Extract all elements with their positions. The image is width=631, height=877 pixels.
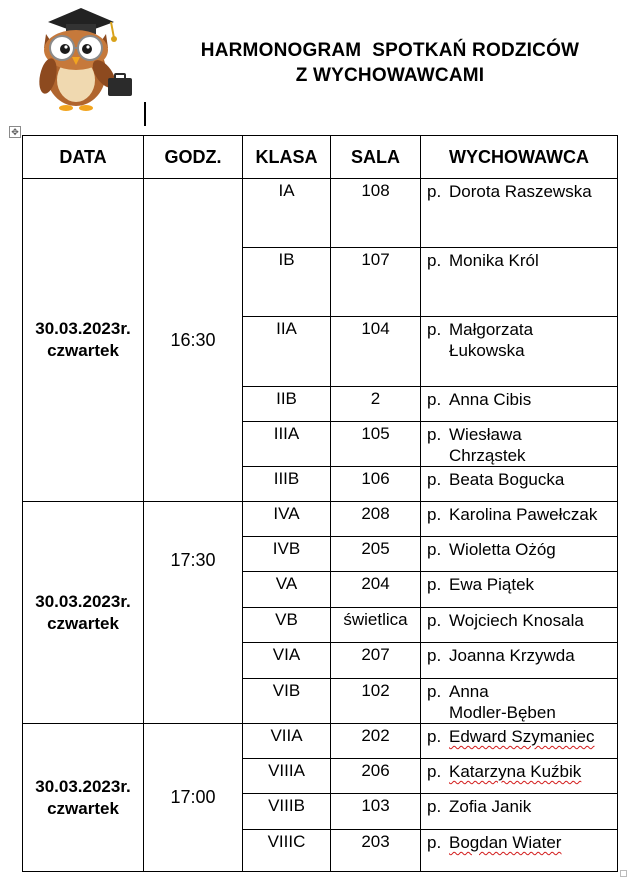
date-value: 30.03.2023r.	[35, 319, 131, 338]
table-row	[23, 724, 618, 759]
teacher-prefix: p.	[427, 682, 442, 701]
room-cell: 202	[331, 724, 421, 759]
teacher-name: Wioletta Ożóg	[449, 540, 556, 559]
room-cell: 106	[331, 467, 421, 502]
teacher-name: Joanna Krzywda	[449, 646, 575, 665]
teacher-name: Beata Bogucka	[449, 470, 565, 489]
header-row	[23, 136, 618, 179]
time-cell: 17:00	[144, 724, 243, 872]
room-cell: 105	[331, 422, 421, 467]
class-cell: VIIIB	[243, 794, 331, 830]
date-cell	[23, 724, 144, 872]
room-cell: 204	[331, 572, 421, 608]
teacher-prefix: p.	[427, 251, 442, 270]
teacher-prefix: p.	[427, 470, 442, 489]
room-cell: 207	[331, 643, 421, 679]
teacher-cell	[421, 248, 618, 317]
day-value: czwartek	[47, 341, 119, 360]
teacher-cell	[421, 502, 618, 537]
class-cell: VIIIC	[243, 830, 331, 872]
room-cell: 203	[331, 830, 421, 872]
page-corner-marker	[620, 870, 627, 877]
class-cell: IIA	[243, 317, 331, 387]
date-value: 30.03.2023r.	[35, 776, 131, 796]
owl-teacher-illustration	[26, 4, 136, 116]
room-cell: 103	[331, 794, 421, 830]
header-class: KLASA	[243, 136, 331, 179]
teacher-prefix: p.	[427, 797, 442, 816]
date-cell	[23, 502, 144, 724]
teacher-prefix: p.	[427, 762, 442, 781]
teacher-name-line2: Modler-Bęben	[449, 703, 556, 722]
header-time: GODZ.	[144, 136, 243, 179]
class-cell: VB	[243, 608, 331, 643]
class-cell: IIB	[243, 387, 331, 422]
teacher-cell	[421, 467, 618, 502]
class-cell: IIIA	[243, 422, 331, 467]
time-cell: 17:30	[144, 502, 243, 724]
class-cell: VIIIA	[243, 759, 331, 794]
schedule-table	[22, 135, 618, 872]
teacher-prefix: p.	[427, 540, 442, 559]
text-cursor	[144, 102, 146, 126]
teacher-prefix: p.	[427, 575, 442, 594]
teacher-cell	[421, 679, 618, 724]
class-cell: IVA	[243, 502, 331, 537]
day-value: czwartek	[47, 613, 119, 633]
class-cell: IA	[243, 179, 331, 248]
teacher-prefix: p.	[427, 833, 442, 852]
date-value: 30.03.2023r.	[35, 591, 131, 611]
teacher-cell	[421, 387, 618, 422]
header-teacher: WYCHOWAWCA	[421, 136, 618, 179]
teacher-prefix: p.	[427, 646, 442, 665]
teacher-name: Wojciech Knosala	[449, 611, 584, 630]
class-cell: IB	[243, 248, 331, 317]
teacher-name: Małgorzata	[449, 320, 534, 339]
teacher-name: Wiesława	[449, 425, 522, 444]
teacher-cell	[421, 572, 618, 608]
room-cell: 2	[331, 387, 421, 422]
teacher-name-line2: Łukowska	[449, 341, 525, 360]
header-date: DATA	[23, 136, 144, 179]
day-value: czwartek	[47, 798, 119, 818]
teacher-prefix: p.	[427, 182, 442, 201]
teacher-cell	[421, 759, 618, 794]
teacher-cell	[421, 724, 618, 759]
date-cell	[23, 179, 144, 502]
room-cell: świetlica	[331, 608, 421, 643]
teacher-cell	[421, 830, 618, 872]
teacher-name: Ewa Piątek	[449, 575, 535, 594]
room-cell: 108	[331, 179, 421, 248]
teacher-name: Katarzyna Kuźbik	[449, 762, 582, 781]
teacher-name: Karolina Pawełczak	[449, 505, 598, 524]
class-cell: IVB	[243, 537, 331, 572]
teacher-cell	[421, 317, 618, 387]
teacher-prefix: p.	[427, 727, 442, 746]
teacher-cell	[421, 422, 618, 467]
teacher-name: Anna	[449, 682, 489, 701]
room-cell: 102	[331, 679, 421, 724]
teacher-cell	[421, 794, 618, 830]
teacher-prefix: p.	[427, 505, 442, 524]
teacher-name: Anna Cibis	[449, 390, 532, 409]
room-cell: 208	[331, 502, 421, 537]
teacher-cell	[421, 179, 618, 248]
teacher-prefix: p.	[427, 320, 442, 339]
room-cell: 205	[331, 537, 421, 572]
class-cell: VIIA	[243, 724, 331, 759]
time-cell: 16:30	[144, 179, 243, 502]
teacher-prefix: p.	[427, 390, 442, 409]
class-cell: VA	[243, 572, 331, 608]
room-cell: 107	[331, 248, 421, 317]
teacher-prefix: p.	[427, 611, 442, 630]
room-cell: 104	[331, 317, 421, 387]
teacher-name: Bogdan Wiater	[449, 833, 562, 852]
table-row	[23, 179, 618, 248]
teacher-name-line2: Chrząstek	[449, 446, 526, 465]
table-move-handle-icon[interactable]: ✥	[9, 126, 21, 138]
title-line-1: HARMONOGRAM SPOTKAŃ RODZICÓW	[200, 40, 580, 61]
header-room: SALA	[331, 136, 421, 179]
teacher-name: Zofia Janik	[449, 797, 532, 816]
title-line-2: Z WYCHOWAWCAMI	[295, 65, 485, 86]
class-cell: IIIB	[243, 467, 331, 502]
teacher-cell	[421, 643, 618, 679]
teacher-name: Monika Król	[449, 251, 539, 270]
teacher-cell	[421, 537, 618, 572]
room-cell: 206	[331, 759, 421, 794]
teacher-prefix: p.	[427, 425, 442, 444]
class-cell: VIB	[243, 679, 331, 724]
teacher-name: Edward Szymaniec	[449, 727, 595, 746]
class-cell: VIA	[243, 643, 331, 679]
teacher-name: Dorota Raszewska	[449, 182, 592, 201]
teacher-cell	[421, 608, 618, 643]
page-title	[160, 38, 620, 88]
table-row	[23, 502, 618, 537]
